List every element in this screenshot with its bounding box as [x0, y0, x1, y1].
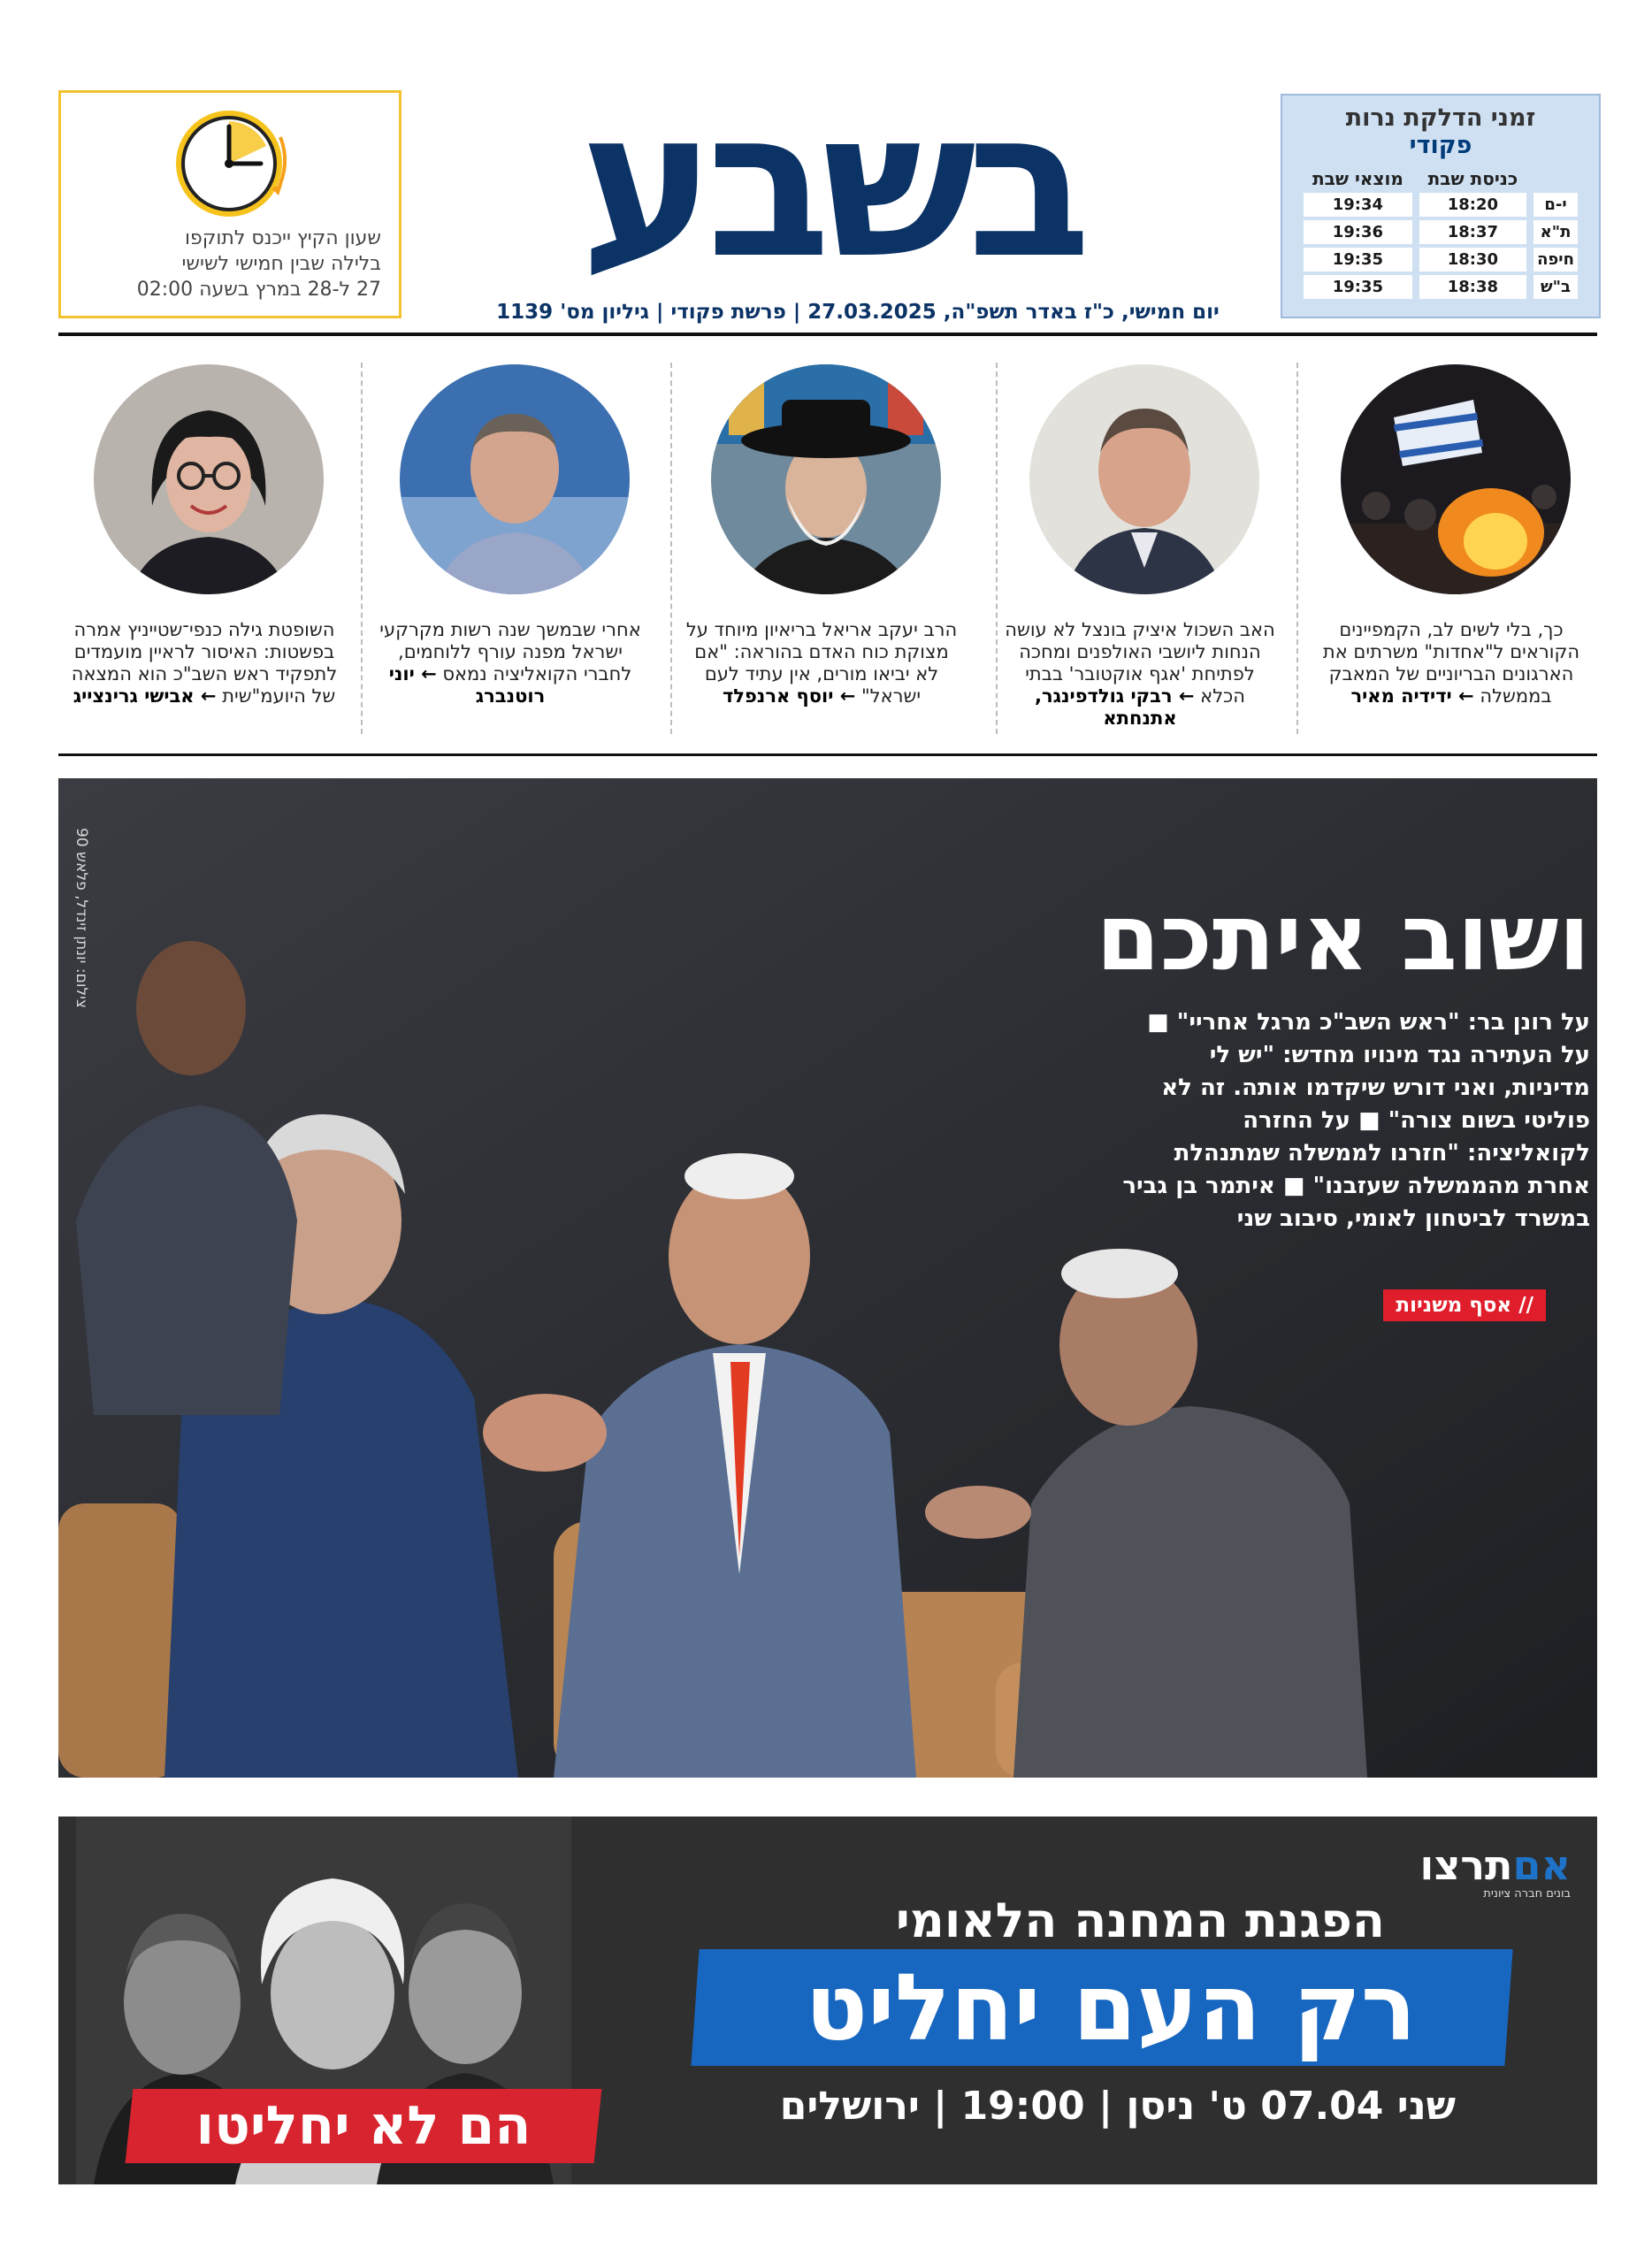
candles-col-city — [1533, 168, 1578, 189]
clock-line-1: שעון הקיץ ייכנס לתוקפו — [185, 227, 381, 249]
teaser-byline: ← אבישי גרינצייג — [73, 685, 217, 707]
teaser-divider — [1296, 363, 1298, 734]
teaser-byline: ← ידידיה מאיר — [1350, 685, 1474, 707]
teaser-photo-man-suit — [1029, 364, 1259, 594]
teaser-strip — [58, 354, 1597, 743]
photo-credit: צילום: יונתן זינדל, פלאש 90 — [73, 827, 90, 1008]
candles-in: 18:30 — [1419, 248, 1526, 272]
table-row — [1304, 248, 1578, 272]
candles-out: 19:35 — [1304, 275, 1412, 299]
candles-out: 19:36 — [1304, 220, 1412, 244]
teaser-item[interactable] — [58, 354, 350, 743]
teaser-text: הרב יעקב אריאל בריאיון מיוחד על מצוקת כוח האדם בהוראה: "אם לא יביאו מורים, אין עתיד לעם ישראל" — [685, 619, 958, 707]
masthead-logo[interactable]: בשבע — [579, 67, 1083, 303]
teaser-photo-protest — [1341, 364, 1571, 594]
ad-slogan: רק העם יחליט — [805, 1954, 1417, 2061]
ad-title: הפגנת המחנה הלאומי — [895, 1893, 1385, 1948]
ad-red-text: הם לא יחליטו — [195, 2095, 532, 2157]
table-row — [1304, 220, 1578, 244]
teaser-text: כך, בלי לשים לב, הקמפיינים הקוראים ל"אחדות" משרתים את הארגונים הבריוניים של המאבק בממשלה — [1322, 619, 1580, 707]
ad-banner[interactable] — [58, 1817, 1597, 2184]
candles-col-in: כניסת שבת — [1427, 168, 1518, 189]
header-rule — [58, 333, 1597, 336]
candles-city: חיפה — [1533, 248, 1578, 272]
main-subhead: על רונן בר: "ראש השב"כ מרגל אחריי" ■ על העתירה נגד מינויו מחדש: "יש לי מדיניות, ואני דורש שיקדמו אותה. זה לא פוליטי בשום צורה" ■ על החזרה לקואליציה: "חזרנו לממשלה שמתנהלת אחרת מהממשלה שעזבנו" ■ איתמר בן גביר במשרד לביטחון לאומי, סיבוב שני — [1122, 1009, 1590, 1232]
section-rule — [58, 753, 1597, 756]
dateline: יום חמישי, כ"ז באדר תשפ"ה, 27.03.2025 | פרשת פקודי | גיליון מס' 1139 — [496, 301, 1220, 324]
teaser-item[interactable] — [1305, 354, 1597, 743]
clock-line-2: בלילה שבין חמישי לשישי — [181, 253, 381, 275]
candles-city: ב"ש — [1533, 275, 1578, 299]
candles-table — [1296, 164, 1585, 302]
clock-icon — [167, 102, 300, 226]
teaser-photo-judge — [94, 364, 324, 594]
teaser-divider — [670, 363, 672, 734]
candles-out: 19:35 — [1304, 248, 1412, 272]
candles-in: 18:20 — [1419, 193, 1526, 217]
candles-in: 18:37 — [1419, 220, 1526, 244]
ad-logo-main: אם — [1512, 1841, 1571, 1889]
candles-parasha: פקודי — [1409, 132, 1472, 159]
teaser-text: השופטת גילה כנפי־שטייניץ אמרה בפשטות: האיסור לראיין מועמדים לתפקיד ראש השב"כ הוא המצאה של היועמ"שית — [71, 619, 338, 707]
teaser-byline: ← יוני רוטנברג — [388, 663, 546, 707]
teaser-item[interactable] — [994, 354, 1286, 743]
teaser-text: אחרי שבמשך שנה רשות מקרקעי ישראל מפנה עורף ללוחמים, לחברי הקואליציה נמאס — [379, 619, 641, 685]
teaser-text: האב השכול איציק בונצל לא עושה הנחות ליושבי האולפנים ומחכה לפתיחת 'אגף אוקטובר' בבתי הכלא — [1005, 619, 1275, 707]
clock-notice — [58, 90, 402, 318]
candles-title: זמני הדלקת נרות — [1345, 104, 1536, 132]
candles-in: 18:38 — [1419, 275, 1526, 299]
teaser-divider — [996, 363, 998, 734]
candles-out: 19:34 — [1304, 193, 1412, 217]
ad-when: שני 07.04 ט' ניסן | 19:00 | ירושלים — [779, 2084, 1456, 2129]
teaser-photo-man-shirt — [400, 364, 630, 594]
teaser-item[interactable] — [676, 354, 967, 743]
table-row — [1304, 193, 1578, 217]
main-author: // אסף משניות — [1383, 1289, 1546, 1321]
main-headline[interactable]: ושוב איתכם — [1096, 883, 1590, 991]
ad-logo-sub: בונים חברה ציונית — [1483, 1887, 1571, 1901]
table-row — [1304, 275, 1578, 299]
candles-city: י-ם — [1533, 193, 1578, 217]
candle-lighting-box — [1281, 94, 1601, 318]
teaser-item[interactable] — [364, 354, 656, 743]
teaser-divider — [361, 363, 363, 734]
teaser-byline: ← יוסף ארנפלד — [722, 685, 856, 707]
clock-line-3: 27 ל-28 במרץ בשעה 02:00 — [136, 279, 381, 301]
candles-city: ת"א — [1533, 220, 1578, 244]
ad-logo[interactable] — [1420, 1843, 1571, 1901]
teaser-byline: ← רבקי גולדפינגר, אתנחתא — [1035, 685, 1195, 729]
teaser-photo-rabbi — [711, 364, 941, 594]
candles-col-out: מוצאי שבת — [1312, 168, 1403, 189]
ad-logo-accent: תרצו — [1419, 1841, 1513, 1889]
